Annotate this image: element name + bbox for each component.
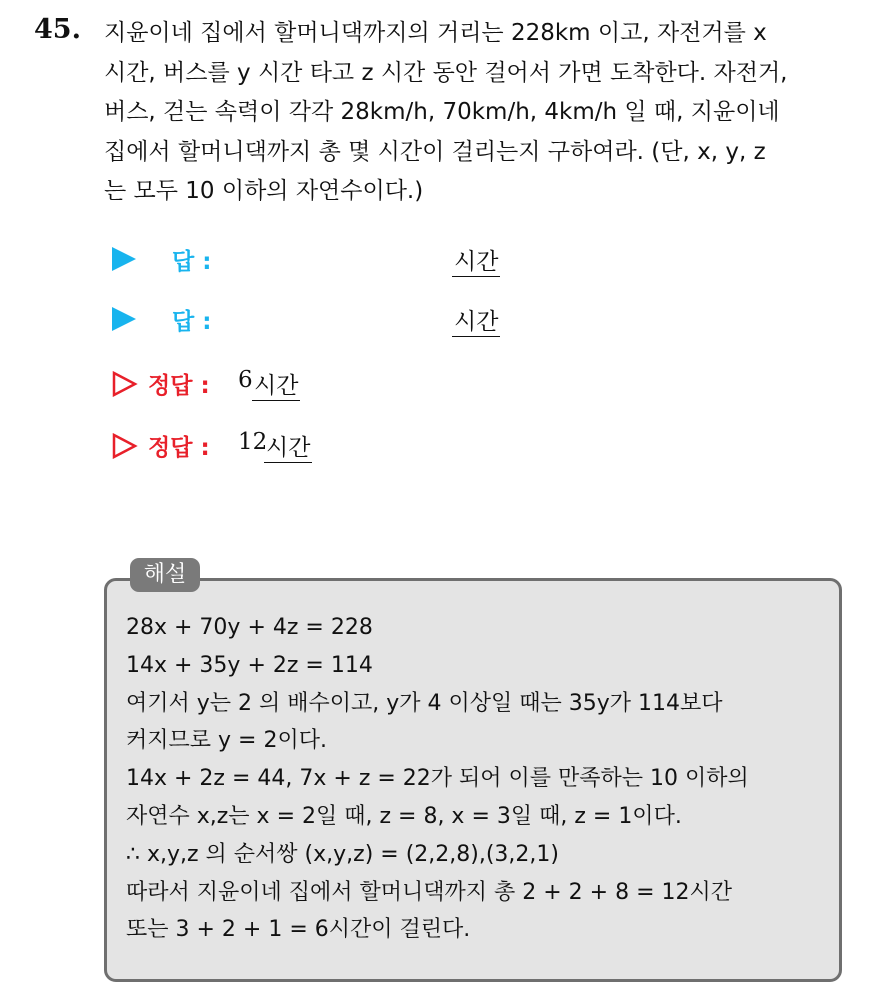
question-line: 는 모두 10 이하의 자연수이다.)	[104, 178, 424, 204]
correct-answer-row-1	[112, 367, 372, 401]
question-line: 지윤이네 집에서 할머니댁까지의 거리는 228km 이고, 자전거를 x	[104, 20, 767, 46]
explanation-text	[126, 609, 826, 949]
explanation-line: 자연수 x,z는 x = 2일 때, z = 8, x = 3일 때, z = 1이다.	[126, 803, 682, 829]
correct-answer-value: 12	[238, 429, 268, 455]
answer-blank-unit[interactable]: 시간	[452, 303, 500, 337]
explanation-line: 커지므로 y = 2이다.	[126, 728, 327, 754]
outline-triangle-right-icon	[112, 371, 138, 397]
answer-label: 답 :	[172, 309, 212, 335]
question-line: 버스, 걷는 속력이 각각 28km/h, 70km/h, 4km/h 일 때, 지윤이네	[104, 99, 780, 125]
filled-triangle-right-icon	[112, 247, 136, 271]
correct-answer-label: 정답 :	[148, 373, 210, 399]
question-number: 45.	[34, 14, 81, 45]
answer-label: 답 :	[172, 249, 212, 275]
answer-row-2	[112, 303, 532, 337]
answer-blank-unit[interactable]: 시간	[452, 243, 500, 277]
correct-answer-value: 6	[238, 367, 253, 393]
explanation-line: 여기서 y는 2 의 배수이고, y가 4 이상일 때는 35y가 114보다	[126, 690, 723, 716]
explanation-line: 14x + 35y + 2z = 114	[126, 652, 373, 678]
explanation-line: 14x + 2z = 44, 7x + z = 22가 되어 이를 만족하는 10 이하의	[126, 766, 749, 792]
filled-triangle-right-icon	[112, 307, 136, 331]
correct-answer-label: 정답 :	[148, 435, 210, 461]
explanation-line: 또는 3 + 2 + 1 = 6시간이 걸린다.	[126, 917, 471, 943]
correct-answer-row-2	[112, 429, 372, 463]
answer-row-1	[112, 243, 532, 277]
question-text	[104, 14, 860, 212]
explanation-tag: 해설	[130, 558, 200, 592]
question-line: 시간, 버스를 y 시간 타고 z 시간 동안 걸어서 가면 도착한다. 자전거,	[104, 59, 788, 86]
correct-answer-unit: 시간	[252, 367, 300, 401]
correct-answer-unit: 시간	[264, 429, 312, 463]
outline-triangle-right-icon	[112, 433, 138, 459]
question-line: 집에서 할머니댁까지 총 몇 시간이 걸리는지 구하여라. (단, x, y, z	[104, 138, 766, 165]
explanation-line: 28x + 70y + 4z = 228	[126, 615, 373, 640]
explanation-line: ∴ x,y,z 의 순서쌍 (x,y,z) = (2,2,8),(3,2,1)	[126, 841, 559, 867]
explanation-line: 따라서 지윤이네 집에서 할머니댁까지 총 2 + 2 + 8 = 12시간	[126, 879, 733, 905]
